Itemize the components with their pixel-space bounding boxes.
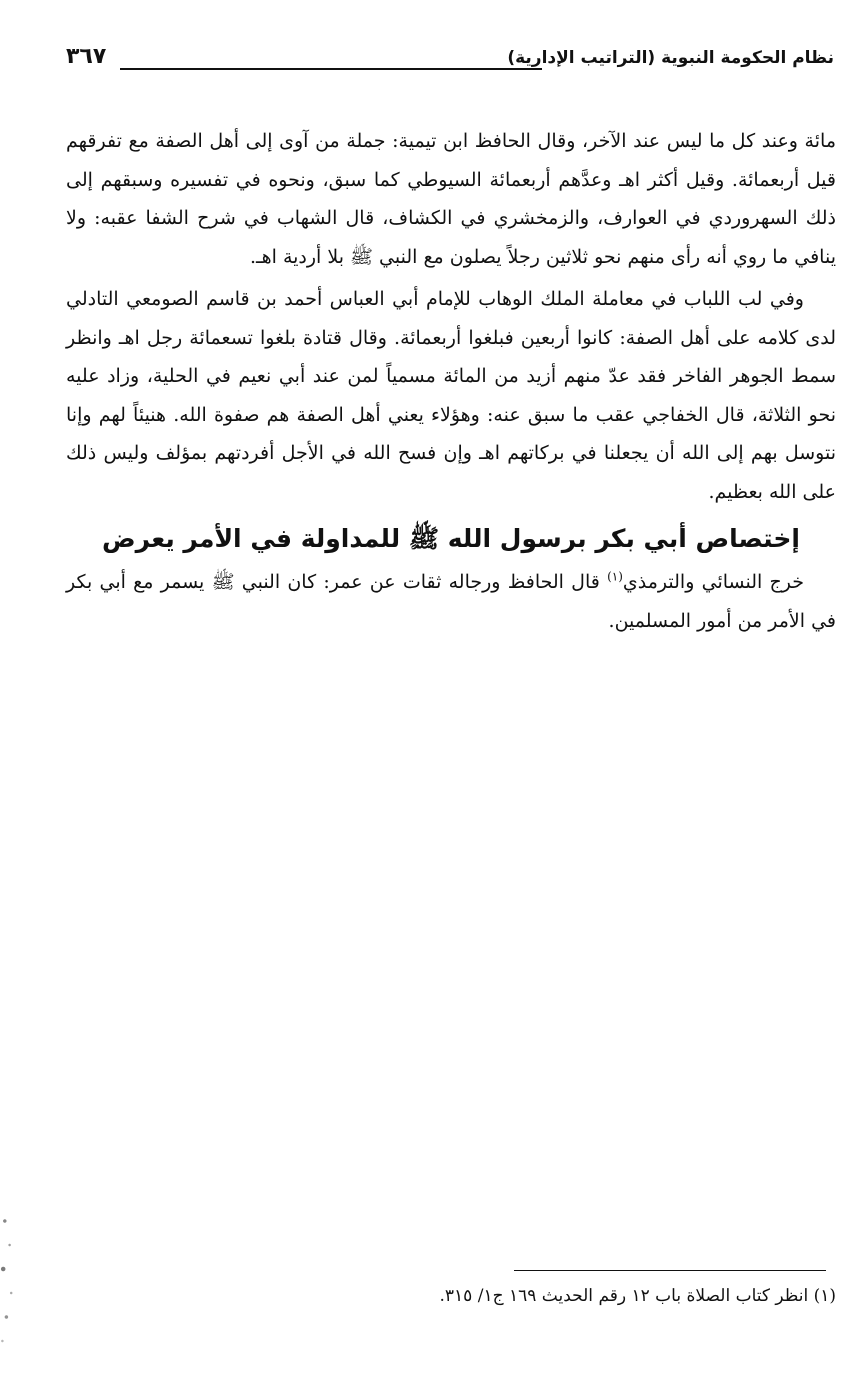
page-body xyxy=(66,122,836,640)
paragraph-2: وفي لب اللباب في معاملة الملك الوهاب للإمام أبي العباس أحمد بن قاسم الصومعي التادلي لدى كلامه على أهل الصفة: كانوا أربعين فبلغوا أربعمائة. وقال قتادة بلغوا تسعمائة رجل اهـ وانظر سمط الجوهر الفاخر فقد عدّ منهم أزيد من المائة مسمياً لمن عند أبي نعيم في الحلية، وزاد عليه نحو الثلاثة، قال الخفاجي عقب ما سبق عنه: وهؤلاء يعني أهل الصفة هم صفوة الله. هنيئاً لهم وإنا نتوسل بهم إلى الله أن يجعلنا في بركاتهم اهـ وإن فسح الله في الأجل أفردتهم بمؤلف وليس ذلك على الله بعظيم. xyxy=(66,288,836,503)
footnote-separator xyxy=(514,1270,826,1271)
header-rule xyxy=(120,68,542,70)
footnote-1: (١) انظر كتاب الصلاة باب ١٢ رقم الحديث ١٦٩ ج١/ ٣١٥. xyxy=(439,1286,836,1306)
footnote-reference: (١) xyxy=(607,569,623,584)
paragraph-3 xyxy=(66,563,836,640)
paragraph-1: مائة وعند كل ما ليس عند الآخر، وقال الحافظ ابن تيمية: جملة من آوى إلى أهل الصفة مع تفرقهم قيل أربعمائة. وقيل أكثر اهـ وعدَّهم أربعمائة السيوطي كما سبق، ونحوه في تفسيره وسبقهم إلى ذلك السهروردي في العوارف، والزمخشري في الكشاف، قال الشهاب في شرح الشفا عقبه: ولا ينافي ما روي أنه رأى منهم نحو ثلاثين رجلاً يصلون مع النبي ﷺ بلا أردية اهـ. xyxy=(66,130,836,268)
scan-speckle xyxy=(0,1205,16,1365)
book-title: نظام الحكومة النبوية (التراتيب الإدارية) xyxy=(507,48,834,68)
section-heading: إختصاص أبي بكر برسول الله ﷺ للمداولة في الأمر يعرض xyxy=(102,524,800,553)
paragraph-3-end: قال الحافظ ورجاله ثقات عن عمر: كان النبي ﷺ يسمر مع أبي بكر في الأمر من أمور المسلمين. xyxy=(66,571,836,632)
paragraph-3-start: خرج النسائي والترمذي xyxy=(622,571,804,593)
running-header xyxy=(66,44,834,84)
page-number: ٣٦٧ xyxy=(66,44,107,69)
